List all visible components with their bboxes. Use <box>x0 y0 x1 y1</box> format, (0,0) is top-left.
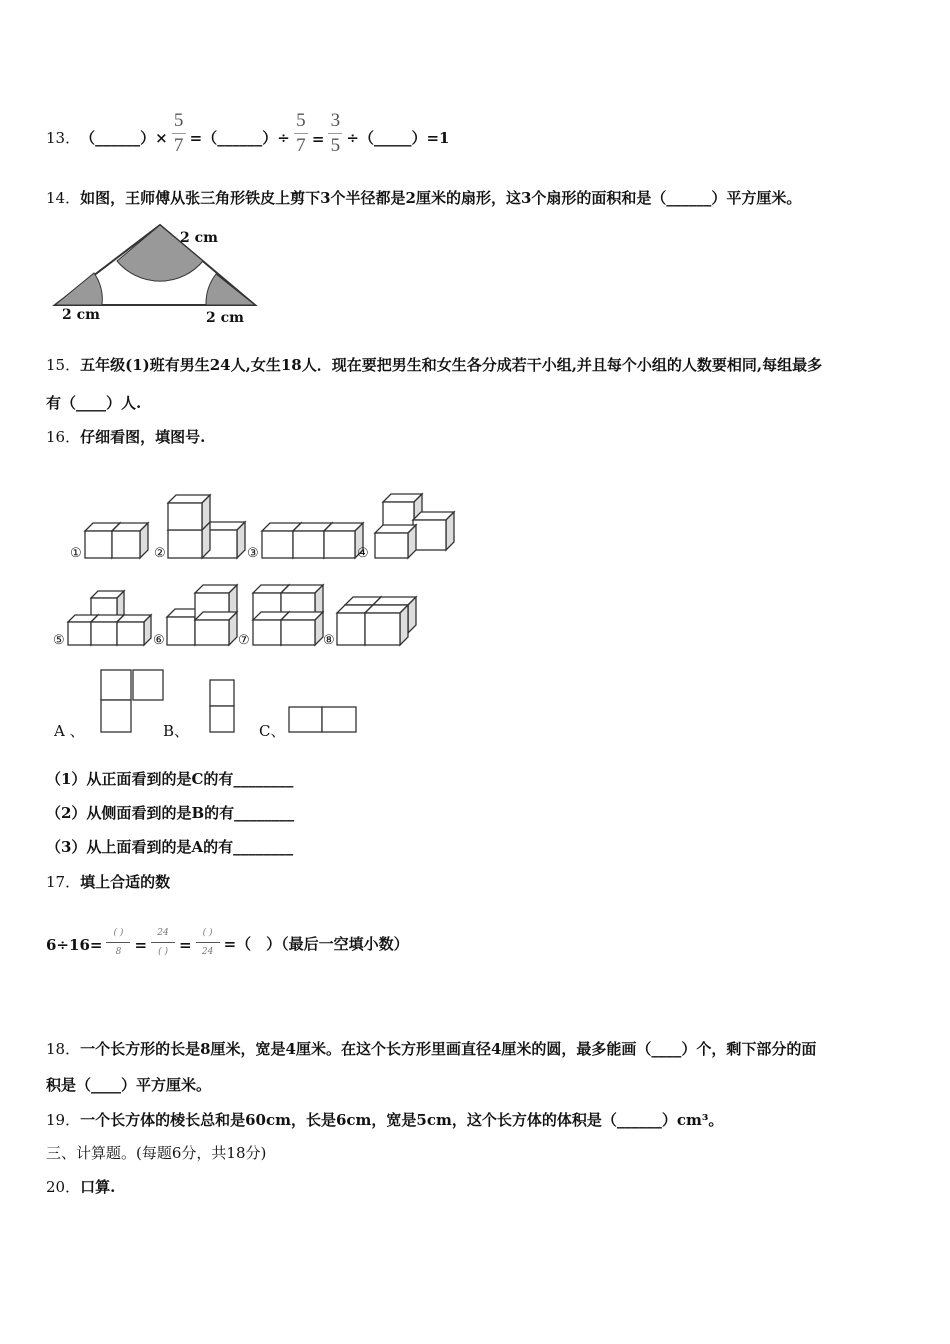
fig-label-3: ③ <box>247 546 259 561</box>
q13-blank-2: =（______）÷ <box>189 129 290 147</box>
q17-equation <box>46 908 409 957</box>
view-square <box>289 707 322 732</box>
q16-sub-3: （3）从上面看到的是A的有________ <box>46 838 294 856</box>
view-label-a: A 、 <box>54 722 85 740</box>
section-3-heading: 三、计算题。(每题6分，共18分) <box>46 1144 267 1162</box>
cube-front <box>168 503 202 530</box>
cube-front <box>68 622 91 645</box>
cube-front <box>365 613 400 645</box>
cube-front <box>337 613 365 645</box>
cube-front <box>375 533 408 558</box>
cube-front <box>253 620 281 645</box>
q13-eq: = <box>311 130 325 148</box>
q13-blank-3: ÷（_____）=1 <box>346 129 450 147</box>
view-square <box>322 707 356 732</box>
q15-line1: 15．五年级(1)班有男生24人,女生18人．现在要把男生和女生各分成若干小组,并且每个小组的人数要相同,每组最多 <box>46 356 823 374</box>
cube-front <box>413 520 446 550</box>
view-square <box>101 700 131 732</box>
cube-front <box>168 530 202 558</box>
q13-fraction-1: $\frac{5}{7}$ <box>172 111 186 156</box>
q14: 14．如图，王师傅从张三角形铁皮上剪下3个半径都是2厘米的扇形，这3个扇形的面积和是（______）平方厘米。 <box>46 189 802 207</box>
view-label-c: C、 <box>259 722 286 740</box>
cube-front <box>117 622 144 645</box>
view-square <box>133 670 163 700</box>
q17-eq: = <box>179 936 192 954</box>
sector-right <box>206 274 255 305</box>
q18-line1: 18．一个长方形的长是8厘米，宽是4厘米。在这个长方形里画直径4厘米的圆，最多能画（____）个，剩下部分的面 <box>46 1040 817 1058</box>
q13-number: 13． <box>46 129 81 147</box>
cube-front <box>195 620 229 645</box>
q16: 16．仔细看图，填图号. <box>46 428 206 446</box>
fig-label-7: ⑦ <box>238 633 250 648</box>
fig-label-5: ⑤ <box>53 633 65 648</box>
fig-label-1: ① <box>70 546 82 561</box>
q17-fraction-1: ( ) 8 <box>106 927 130 958</box>
view-label-b: B、 <box>163 722 190 740</box>
fig-label-2: ② <box>154 546 166 561</box>
q20: 20．口算. <box>46 1178 116 1196</box>
sector-left <box>55 273 102 305</box>
q17-fraction-2: 24 ( ) <box>151 927 175 958</box>
cube-front <box>167 617 195 645</box>
triangle-label-left: 2 cm <box>62 307 100 323</box>
q18-line2: 积是（____）平方厘米。 <box>46 1076 212 1094</box>
fig-label-6: ⑥ <box>153 633 165 648</box>
q13-fraction-2: $\frac{5}{7}$ <box>294 111 308 156</box>
cube-front <box>383 502 414 527</box>
q17-fraction-3: ( ) 24 <box>196 927 220 958</box>
cube-front <box>281 620 315 645</box>
q13 <box>46 100 450 156</box>
fig-label-8: ⑧ <box>323 633 335 648</box>
triangle-label-top: 2 cm <box>180 230 218 246</box>
cube-side <box>400 605 408 645</box>
cube-front <box>85 531 112 558</box>
cube-front <box>91 622 117 645</box>
view-square <box>210 680 234 706</box>
q16-sub-2: （2）从侧面看到的是B的有________ <box>46 804 295 822</box>
q17-eq: = <box>134 936 148 954</box>
q17-lead: 6÷16= <box>46 936 103 954</box>
q17: 17．填上合适的数 <box>46 873 171 891</box>
q17-tail: =（ ）（最后一空填小数） <box>223 935 409 953</box>
q15-line2: 有（____）人. <box>46 394 142 412</box>
view-square <box>210 706 234 732</box>
triangle-label-right: 2 cm <box>206 310 244 326</box>
cube-front <box>293 531 324 558</box>
q13-blank-1: （______）× <box>80 129 168 147</box>
fig-label-4: ④ <box>357 546 369 561</box>
view-square <box>101 670 131 700</box>
q16-sub-1: （1）从正面看到的是C的有________ <box>46 770 294 788</box>
q19: 19．一个长方体的棱长总和是60cm，长是6cm，宽是5cm，这个长方体的体积是（______）cm³。 <box>46 1111 724 1129</box>
cube-front <box>112 531 140 558</box>
cube-front <box>324 531 355 558</box>
q13-fraction-3: $\frac{3}{5}$ <box>328 111 342 156</box>
cube-front <box>262 531 293 558</box>
